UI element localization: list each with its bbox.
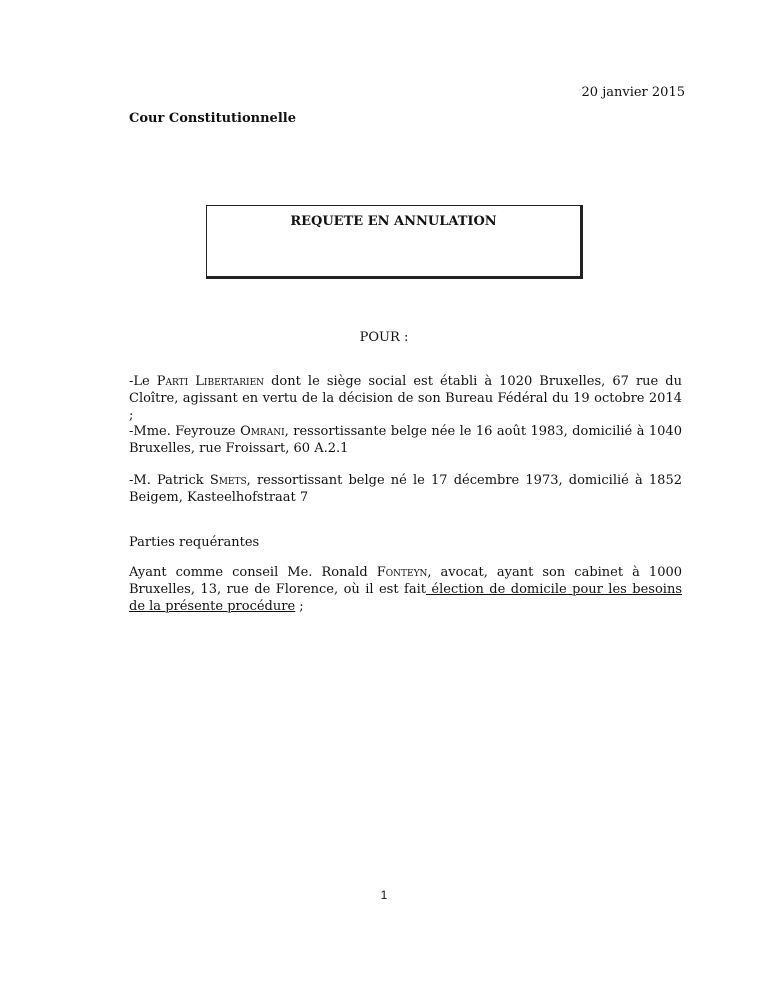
party-description: , ressortissant belge né le 17 décembre 1973, domicilié à 1852 Beigem, Kasteelhofstraat 7 xyxy=(129,473,682,505)
counsel-prefix: Ayant comme conseil Me. Ronald xyxy=(129,565,377,580)
party-description: , ressortissante belge née le 16 août 1983, domicilié à 1040 Bruxelles, rue Froissart, 60 A.2.1 xyxy=(129,424,682,456)
party-paragraph-omrani xyxy=(129,423,682,457)
parties-label: Parties requérantes xyxy=(129,535,260,550)
counsel-suffix: ; xyxy=(295,599,304,614)
party-description: dont le siège social est établi à 1020 Bruxelles, 67 rue du Cloître, agissant en vertu de la décision de son Bureau Fédéral du 19 octobre 2014 ; xyxy=(129,374,682,423)
title-box xyxy=(206,205,583,279)
party-paragraph-smets xyxy=(129,472,682,506)
party-prefix: -Mme. Feyrouze xyxy=(129,424,241,439)
party-name: Parti Libertarien xyxy=(156,374,265,389)
court-name: Cour Constitutionnelle xyxy=(129,111,296,126)
party-prefix: -Le xyxy=(129,374,157,389)
page-number: 1 xyxy=(380,888,388,902)
party-surname: Smets xyxy=(209,473,247,488)
party-prefix: -M. Patrick xyxy=(129,473,210,488)
counsel-paragraph xyxy=(129,564,682,615)
pour-heading: POUR : xyxy=(359,330,409,345)
document-date: 20 janvier 2015 xyxy=(581,85,685,100)
counsel-description: , avocat, ayant son cabinet à 1000 Bruxelles, 13, rue de Florence, où il est fait xyxy=(129,565,683,597)
party-paragraph-parti-libertarien xyxy=(129,373,682,424)
document-title: REQUETE EN ANNULATION xyxy=(290,214,497,229)
counsel-surname: Fonteyn xyxy=(376,565,428,580)
counsel-domicile-election: élection de domicile pour les besoins de la présente procédure xyxy=(129,582,682,614)
party-surname: Omrani xyxy=(240,424,285,439)
